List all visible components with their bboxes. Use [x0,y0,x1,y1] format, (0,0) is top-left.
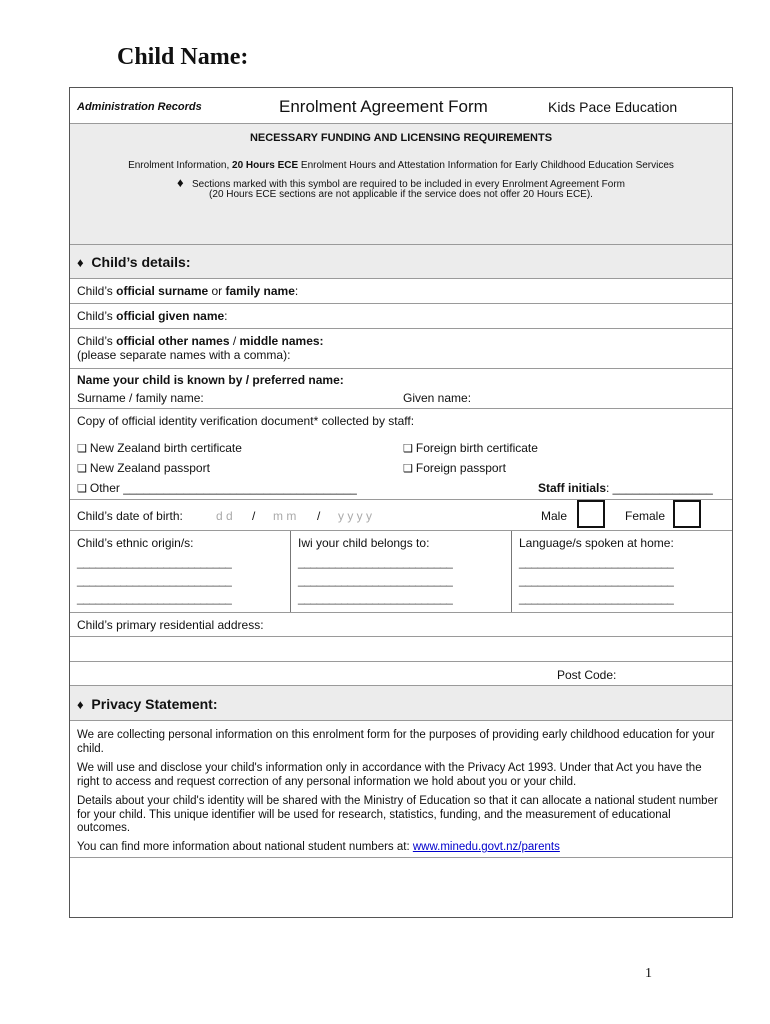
surname-label-e: : [294,284,299,298]
funding-line-3: (20 Hours ECE sections are not applicable if the service does not offer 20 Hours ECE). [209,189,593,200]
funding-requirements-section [70,124,732,245]
column-divider [511,531,512,612]
privacy-paragraph-4-text: You can find more information about national student numbers at: [77,841,413,853]
nz-passport-option[interactable] [77,461,210,475]
other-label-a: Child’s [77,334,117,348]
identity-documents-row [70,409,732,500]
foreign-birth-label: Foreign birth certificate [415,441,538,455]
diamond-icon: ♦ [77,255,84,270]
checkbox-icon[interactable]: ❑ [77,483,87,495]
preferred-surname-label: Surname / family name: [77,391,204,405]
male-label: Male [541,509,568,523]
childs-details-header [70,245,732,279]
language-label: Language/s spoken at home: [519,536,674,550]
funding-line-1-a: Enrolment Information, [128,160,233,171]
other-names-note: (please separate names with a comma): [77,348,291,362]
column-divider [290,531,291,612]
dob-day-placeholder[interactable]: d d [216,509,233,523]
language-line[interactable]: _________________________ [519,573,674,587]
ethnic-origin-line[interactable]: _________________________ [77,573,232,587]
privacy-paragraph-3: Details about your child's identity will be shared with the Ministry of Education so that it can allocate a national student number for your child. This unique identifier will be used for research, statistics, funding, and the measurement of educational outcomes. [77,795,718,834]
nz-passport-label: New Zealand passport [89,461,210,475]
surname-label-a: Child’s [77,284,117,298]
funding-line-1-b: 20 Hours ECE [232,160,299,171]
minedu-link[interactable]: www.minedu.govt.nz/parents [412,841,560,853]
funding-line-1-c: Enrolment Hours and Attestation Information for Early Childhood Education Services [298,160,674,171]
staff-initials-line: : _______________ [606,481,713,495]
foreign-birth-certificate-option[interactable] [403,441,538,455]
nz-birth-certificate-option[interactable] [77,441,242,455]
female-checkbox[interactable] [673,500,701,528]
surname-label-b: official surname [116,284,209,298]
language-line[interactable]: _________________________ [519,555,674,569]
funding-line-1 [70,160,732,171]
childs-details-title-text: Child’s details: [91,254,191,270]
privacy-title-text: Privacy Statement: [91,696,218,712]
ethnicity-iwi-language-row [70,531,732,613]
address-label-row [70,613,732,637]
iwi-line[interactable]: _________________________ [298,591,453,605]
enrolment-form [69,87,733,918]
preferred-name-title: Name your child is known by / preferred name: [77,373,344,387]
diamond-icon: ♦ [77,697,84,712]
staff-initials-field[interactable] [538,481,713,495]
dob-slash-1: / [252,509,256,523]
preferred-given-label: Given name: [403,391,472,405]
form-title-row [70,88,732,124]
language-line[interactable]: _________________________ [519,591,674,605]
privacy-paragraph-2: We will use and disclose your child's information only in accordance with the Privacy Act 1993. Under that Act you have the right to access and request correction of any personal information we hold about you or your child. [77,762,702,788]
ethnic-origin-label: Child’s ethnic origin/s: [77,536,194,550]
page-number: 1 [645,966,652,981]
dob-slash-2: / [317,509,321,523]
funding-line-2-text: Sections marked with this symbol are required to be included in every Enrolment Agreement Form [192,179,625,190]
child-name-heading: Child Name: [117,44,249,70]
iwi-label: Iwi your child belongs to: [298,536,430,550]
diamond-icon: ♦ [177,175,184,190]
surname-label [77,284,298,298]
checkbox-icon[interactable]: ❑ [403,443,413,455]
other-label-c: / [229,334,240,348]
form-title: Enrolment Agreement Form [279,97,488,116]
dob-label: Child’s date of birth: [77,509,183,523]
checkbox-icon[interactable]: ❑ [77,443,87,455]
checkbox-icon[interactable]: ❑ [403,463,413,475]
female-label: Female [625,509,666,523]
other-document-label: Other ___________________________________ [89,481,357,495]
address-line-row[interactable] [70,637,732,662]
staff-initials-label: Staff initials [538,481,607,495]
preferred-name-row [70,369,732,409]
other-document-option[interactable] [77,481,357,495]
postcode-row [70,662,732,686]
surname-row [70,279,732,304]
ethnic-origin-line[interactable]: _________________________ [77,591,232,605]
checkbox-icon[interactable]: ❑ [77,463,87,475]
given-label-b: official given name [116,309,225,323]
funding-heading: NECESSARY FUNDING AND LICENSING REQUIREMENTS [249,132,553,144]
privacy-header [70,686,732,721]
organisation-name: Kids Pace Education [548,99,678,115]
childs-details-title [77,254,190,270]
dob-gender-row [70,500,732,531]
iwi-line[interactable]: _________________________ [298,573,453,587]
dob-month-placeholder[interactable]: m m [273,509,297,523]
privacy-statement-body [70,721,732,858]
other-label-b: official other names [116,334,230,348]
given-name-row [70,304,732,329]
male-checkbox[interactable] [577,500,605,528]
foreign-passport-option[interactable] [403,461,506,475]
other-names-row [70,329,732,369]
privacy-paragraph-1: We are collecting personal information on this enrolment form for the purposes of providing early childhood education for your child. [77,729,715,755]
address-label: Child’s primary residential address: [77,618,264,632]
privacy-title [77,696,217,712]
other-label-d: middle names: [239,334,324,348]
foreign-passport-label: Foreign passport [415,461,506,475]
nz-birth-label: New Zealand birth certificate [89,441,242,455]
given-label-c: : [224,309,228,323]
surname-label-d: family name [225,284,295,298]
admin-records-label: Administration Records [77,101,202,113]
postcode-label: Post Code: [557,668,617,682]
surname-label-c: or [208,284,226,298]
given-name-label [77,309,228,323]
other-names-label [77,334,324,348]
funding-line-2 [70,175,732,190]
identity-label: Copy of official identity verification document* collected by staff: [77,414,415,428]
given-label-a: Child’s [77,309,117,323]
dob-year-placeholder[interactable]: y y y y [338,509,373,523]
privacy-paragraph-4 [77,841,722,855]
ethnic-origin-line[interactable]: _________________________ [77,555,232,569]
iwi-line[interactable]: _________________________ [298,555,453,569]
